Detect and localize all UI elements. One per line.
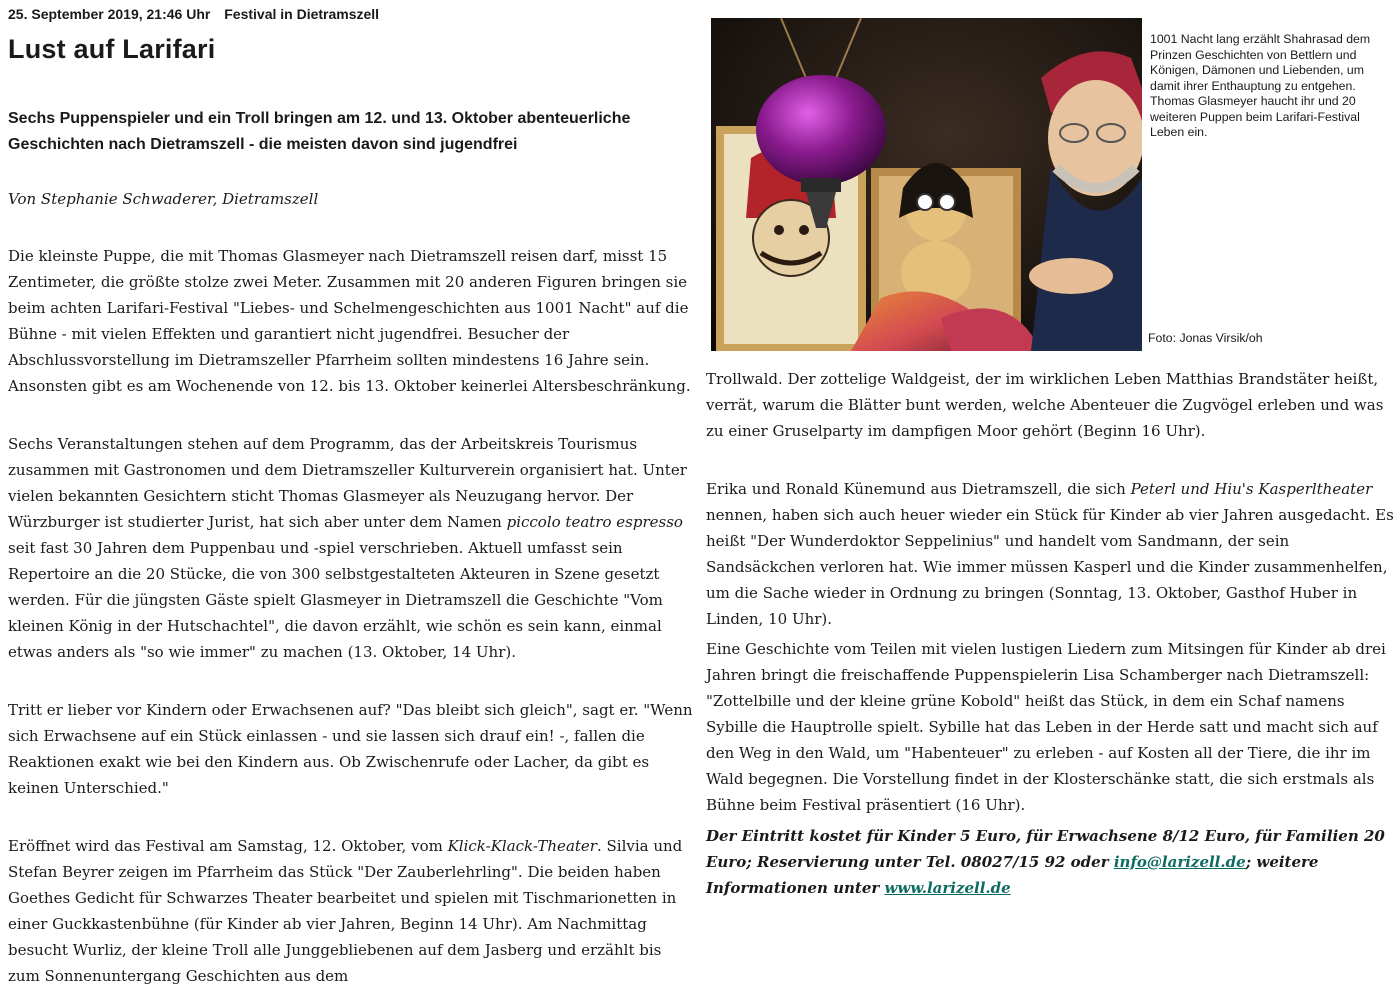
paragraph-2: Sechs Veranstaltungen stehen auf dem Programm, das der Arbeitskreis Tourismus zusammen mit Gastronomen und dem Dietramszeller Kulturverein organisiert hat. Unter vielen bekannten Gesichtern sticht Thomas Glasmeyer als Neuzugang hervor. Der Würzburger ist studierter Jurist, hat sich aber unter dem Namen piccolo teatro espresso seit fast 30 Jahren dem Puppenbau und -spiel verschrieben. Aktuell umfasst sein Repertoire an die 20 Stücke, die von 300 selbstgestalteten Akteuren in Szene gesetzt werden. Für die jüngsten Gäste spielt Glasmeyer in Dietramszell die Geschichte "Vom kleinen König in der Hutschachtel", die davon erzählt, wie schön es sein kann, einmal etwas anders als "so wie immer" zu machen (13. Oktober, 14 Uhr). (8, 435, 687, 661)
emphasis-piccolo-teatro: piccolo teatro espresso (506, 513, 683, 531)
photo-credit: Foto: Jonas Virsik/oh (1148, 331, 1263, 345)
paragraph-1: Die kleinste Puppe, die mit Thomas Glasmeyer nach Dietramszell reisen darf, misst 15 Zentimeter, die größte stolze zwei Meter. Zusammen mit 20 anderen Figuren bringen sie beim achten Larifari-Festival "Liebes- und Schelmengeschichten aus 1001 Nacht" auf die Bühne - mit vielen Effekten und garantiert nicht jugendfrei. Besucher der Abschlussvorstellung im Dietramszeller Pfarrheim sollten mindestens 16 Jahre sein. Ansonsten gibt es am Wochenende von 12. bis 13. Oktober keinerlei Altersbeschränkung. (8, 247, 691, 395)
paragraph-5: Trollwald. Der zottelige Waldgeist, der im wirklichen Leben Matthias Brandstäter heißt, verrät, warum die Blätter bunt werden, welche Abenteuer die Zugvögel erleben und was zu einer Gruselparty im dampfigen Moor gehört (Beginn 16 Uhr). (706, 370, 1384, 440)
info-box: Der Eintritt kostet für Kinder 5 Euro, für Erwachsene 8/12 Euro, für Familien 20 Euro; Reservierung unter Tel. 08027/15 92 oder info@larizell.de; weitere Informationen unter www.larizell.de (706, 827, 1385, 897)
paragraph-4: Eröffnet wird das Festival am Samstag, 12. Oktober, vom Klick-Klack-Theater. Silvia und Stefan Beyrer zeigen im Pfarrheim das Stück "Der Zauberlehrling". Die beiden haben Goethes Gedicht für Schwarzes Theater bearbeitet und spielen mit Tischmarionetten in einer Guckkastenbühne (für Kinder ab vier Jahren, Beginn 14 Uhr). Am Nachmittag besucht Wurliz, der kleine Troll alle Junggebliebenen auf dem Jasberg und erzählt bis zum Sonnenuntergang Geschichten aus dem (8, 837, 683, 985)
emphasis-klick-klack: Klick-Klack-Theater (447, 837, 597, 855)
website-link[interactable]: www.larizell.de (884, 879, 1011, 897)
emphasis-kasperltheater: Peterl und Hiu's Kasperltheater (1130, 480, 1373, 498)
headline: Lust auf Larifari (8, 34, 216, 64)
byline: Von Stephanie Schwaderer, Dietramszell (8, 190, 319, 208)
teaser: Sechs Puppenspieler und ein Troll bringen am 12. und 13. Oktober abenteuerliche Geschichten nach Dietramszell - die meisten davon sind jugendfrei (8, 110, 631, 153)
article-photo[interactable] (711, 18, 1142, 351)
photo-caption: 1001 Nacht lang erzählt Shahrasad dem Prinzen Geschichten von Bettlern und Königen, Dämonen und Liebenden, um damit ihrer Enthauptung zu entgehen. Thomas Glasmeyer haucht ihr und 20 weiteren Puppen beim Larifari-Festival Leben ein. (1150, 32, 1371, 139)
paragraph-7: Eine Geschichte vom Teilen mit vielen lustigen Liedern zum Mitsingen für Kinder ab drei Jahren bringt die freischaffende Puppenspielerin Lisa Schamberger nach Dietramszell: "Zottelbille und der kleine grüne Kobold" heißt das Stück, in dem ein Schaf namens Sybille die Hauptrolle spielt. Sybille hat das Leben in der Herde satt und macht sich auf den Weg in den Wald, um "Habenteuer" zu erleben - auf Kosten all der Tiere, die ihr im Wald begegnen. Die Vorstellung findet in der Klosterschänke statt, die sich erstmals als Bühne beim Festival präsentiert (16 Uhr). (706, 640, 1386, 814)
puppet-photo-illustration (711, 18, 1142, 351)
publish-date: 25. September 2019, 21:46 Uhr (8, 6, 211, 22)
dateline (8, 6, 694, 24)
category-label: Festival in Dietramszell (224, 6, 380, 22)
paragraph-3: Tritt er lieber vor Kindern oder Erwachsenen auf? "Das bleibt sich gleich", sagt er. "Wenn sich Erwachsene auf ein Stück einlassen - und sie lassen sich drauf ein! -, fallen die Reaktionen exakt wie bei den Kindern aus. Ob Zwischenrufe oder Lacher, da gibt es keinen Unterschied." (8, 701, 693, 797)
email-link[interactable]: info@larizell.de (1113, 853, 1246, 871)
paragraph-6: Erika und Ronald Künemund aus Dietramszell, die sich Peterl und Hiu's Kasperltheater nennen, haben sich auch heuer wieder ein Stück für Kinder ab vier Jahren ausgedacht. Es heißt "Der Wunderdoktor Seppelinius" und handelt vom Sandmann, der sein Sandsäckchen verloren hat. Wie immer müssen Kasperl und die Kinder zusammenhelfen, um die Sache wieder in Ordnung zu bringen (Sonntag, 13. Oktober, Gasthof Huber in Linden, 10 Uhr). (706, 480, 1394, 628)
left-column (8, 0, 694, 989)
